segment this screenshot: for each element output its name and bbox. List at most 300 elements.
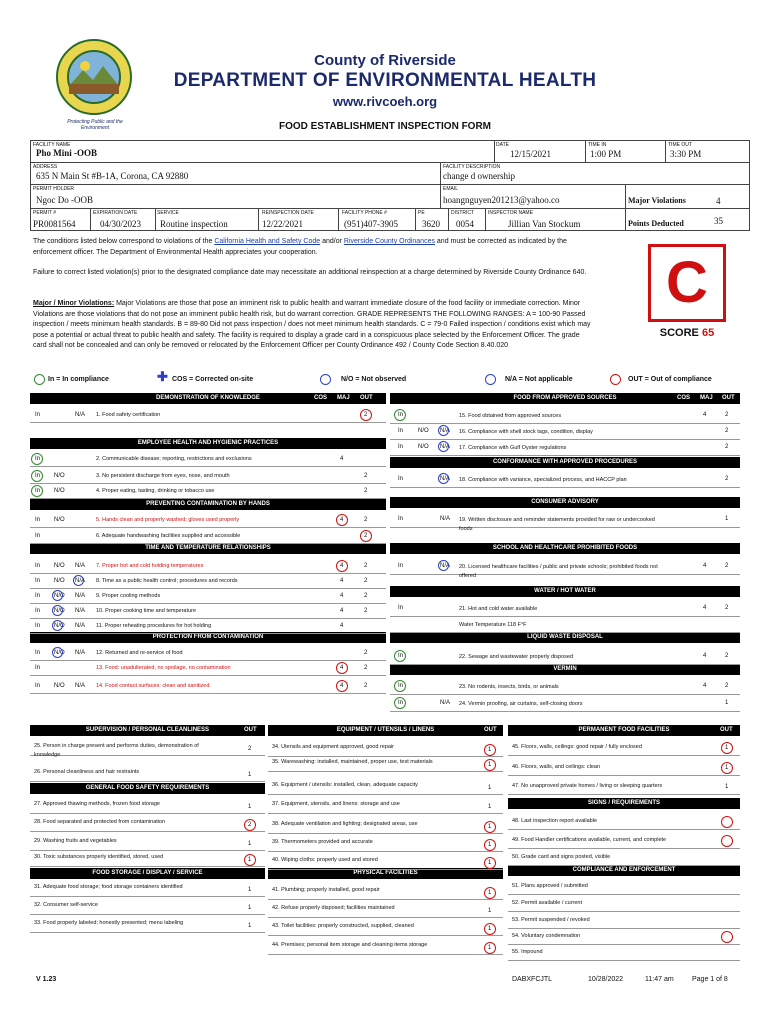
row-divider	[30, 914, 265, 915]
violation-text: 1. Food safety certification	[96, 412, 161, 418]
row-divider	[508, 755, 740, 756]
score-display: SCORE 65	[659, 327, 715, 339]
health-safety-code-link[interactable]: California Health and Safety Code	[214, 238, 321, 245]
violation-text: 13. Food: unadulterated, no spoilage, no contamination	[96, 665, 231, 671]
row-divider	[30, 932, 265, 933]
no-status[interactable]: N/O	[54, 517, 65, 523]
maj-points: 4	[703, 653, 707, 659]
inspector-name-value: Jillian Van Stockum	[508, 219, 581, 229]
row-divider	[508, 794, 740, 795]
maj-marked-icon	[336, 514, 348, 526]
row-divider	[268, 869, 503, 870]
pe-value: 3620	[422, 219, 440, 229]
maj-points: 4	[340, 623, 344, 629]
row-divider	[268, 954, 503, 955]
form-version: V 1.23	[36, 976, 57, 983]
no-status[interactable]: N/O	[418, 444, 429, 450]
in-status[interactable]: In	[35, 412, 41, 418]
row-divider	[508, 928, 740, 929]
row-divider	[390, 439, 740, 440]
out-marked-icon	[721, 931, 733, 943]
na-status[interactable]: N/A	[75, 683, 86, 689]
in-status[interactable]: In	[398, 563, 404, 569]
no-marked-icon	[52, 620, 63, 631]
section-school-healthcare: SCHOOL AND HEALTHCARE PROHIBITED FOODS	[390, 543, 740, 554]
na-status[interactable]: N/A	[75, 593, 86, 599]
no-status[interactable]: N/O	[54, 623, 65, 629]
row-divider	[390, 616, 740, 617]
right-table-header: FOOD FROM APPROVED SOURCES	[390, 393, 740, 404]
out-points: 2	[725, 444, 729, 450]
row-divider	[268, 794, 503, 795]
out-points: 2	[248, 822, 252, 828]
row-divider	[30, 866, 265, 867]
row-divider	[268, 833, 503, 834]
violation-text: 37. Equipment, utensils, and linens: storage and use	[272, 801, 400, 807]
in-marked-icon	[31, 470, 43, 482]
maj-points: 4	[340, 563, 344, 569]
out-marked-icon	[484, 923, 496, 935]
row-divider	[390, 632, 740, 633]
facility-name-value: Pho Mini -OOB	[36, 148, 98, 158]
maj-points: 4	[340, 665, 344, 671]
section-preventing-contamination: PREVENTING CONTAMINATION BY HANDS	[30, 499, 386, 510]
maj-points: 4	[703, 563, 707, 569]
in-status[interactable]: In	[35, 488, 41, 494]
facility-info-grid	[30, 140, 750, 231]
out-points: 1	[488, 842, 492, 848]
violation-text: 4. Proper eating, tasting, drinking or tobacco use	[96, 488, 215, 494]
na-status[interactable]: N/A	[440, 700, 451, 706]
out-points: 2	[364, 473, 368, 479]
out-points: 2	[725, 412, 729, 418]
violation-text: 23. No rodents, insects, birds, or animals	[459, 684, 559, 690]
no-status[interactable]: N/O	[54, 473, 65, 479]
violation-text: 41. Plumbing; properly installed, good repair	[272, 887, 380, 893]
violation-text: 30. Toxic substances properly identified, stored, used	[34, 854, 164, 860]
supervision-header: SUPERVISION / PERSONAL CLEANLINESS	[30, 725, 265, 736]
service-value: Routine inspection	[160, 219, 228, 229]
out-points: 1	[488, 785, 492, 791]
out-marked-icon	[721, 835, 733, 847]
violation-text: 26. Personal cleanliness and hair restraints	[34, 769, 140, 775]
row-divider	[268, 917, 503, 918]
out-points: 1	[248, 841, 252, 847]
out-points: 2	[364, 533, 368, 539]
intro-paragraph: The conditions listed below correspond to violations of the California Health and Safety Code and/or Riverside County Ordinances and must be corrected as indicated by the enforcement officer. The Department of Environmental Health appreciates your cooperation.	[33, 238, 567, 256]
violation-text: 18. Compliance with variance, specialized process, and HACCP plan	[459, 477, 627, 483]
violation-text: 11. Proper reheating procedures for hot holding	[96, 623, 212, 629]
physical-facilities-header: PHYSICAL FACILITIES	[268, 868, 503, 879]
violation-text: 14. Food contact surfaces: clean and sanitized	[96, 683, 210, 689]
district-value: 0054	[456, 219, 474, 229]
in-status[interactable]: In	[35, 456, 41, 462]
address-value: 635 N Main St #B-1A, Corona, CA 92880	[36, 171, 189, 181]
in-status[interactable]: In	[398, 605, 404, 611]
in-marked-icon	[394, 409, 406, 421]
violation-text: 35. Warewashing: installed, maintained, proper use, test materials	[272, 759, 433, 765]
out-points: 2	[364, 563, 368, 569]
out-points: 1	[248, 887, 252, 893]
violation-text: 22. Sewage and wastewater properly disposed	[459, 654, 574, 660]
na-marked-icon	[438, 473, 449, 484]
in-marked-icon	[394, 680, 406, 692]
no-status[interactable]: N/O	[54, 578, 65, 584]
na-status[interactable]: N/A	[75, 623, 86, 629]
row-divider	[390, 664, 740, 665]
row-divider	[30, 573, 386, 574]
out-points: 1	[488, 926, 492, 932]
violation-text: 47. No unapproved private homes / living or sleeping quarters	[512, 783, 663, 789]
na-status[interactable]: N/A	[75, 578, 86, 584]
out-points: 1	[488, 762, 492, 768]
violation-text: 24. Vermin proofing, air curtains, self-closing doors	[459, 701, 583, 707]
grade-card: C	[648, 244, 726, 322]
violation-text: 29. Washing fruits and vegetables	[34, 838, 117, 844]
no-status[interactable]: N/O	[54, 488, 65, 494]
in-compliance-icon	[34, 374, 45, 385]
out-marked-icon	[484, 887, 496, 899]
equipment-header: EQUIPMENT / UTENSILS / LINENS	[268, 725, 503, 736]
no-status[interactable]: N/O	[54, 563, 65, 569]
out-points: 1	[488, 890, 492, 896]
no-marked-icon	[52, 605, 63, 616]
seal-tagline: Protecting Public and the Environment	[67, 119, 123, 131]
out-points: 2	[364, 683, 368, 689]
out-marked-icon	[244, 854, 256, 866]
permanent-facilities-header: PERMANENT FOOD FACILITIES	[508, 725, 740, 736]
row-divider	[268, 771, 503, 772]
out-points: 2	[725, 476, 729, 482]
violation-text: 52. Permit available / current	[512, 900, 583, 906]
out-marked-icon	[484, 759, 496, 771]
row-divider	[508, 944, 740, 945]
violation-text: 55. Impound	[512, 949, 543, 955]
out-marked-icon	[484, 942, 496, 954]
row-divider	[30, 603, 386, 604]
out-points: 2	[364, 412, 368, 418]
row-divider	[30, 693, 386, 694]
row-divider	[508, 865, 740, 866]
row-divider	[30, 498, 386, 499]
violation-text: 34. Utensils and equipment approved, good repair	[272, 744, 394, 750]
violation-text: 48. Last inspection report available	[512, 818, 597, 824]
out-of-compliance-icon	[610, 374, 621, 385]
in-status[interactable]: In	[35, 473, 41, 479]
not-applicable-icon	[485, 374, 496, 385]
row-divider	[30, 633, 386, 634]
print-date: 10/28/2022	[588, 976, 624, 983]
violation-text: 17. Compliance with Gulf Oyster regulations	[459, 445, 567, 451]
expiration-date-value: 04/30/2023	[100, 219, 142, 229]
row-divider	[30, 831, 265, 832]
violation-text: 27. Approved thawing methods, frozen food storage	[34, 801, 160, 807]
in-status[interactable]: In	[398, 516, 404, 522]
out-points: 1	[725, 516, 729, 522]
maj-marked-icon	[336, 560, 348, 572]
na-status[interactable]: N/A	[75, 412, 86, 418]
out-marked-icon	[484, 821, 496, 833]
facility-phone-value: (951)407-3905	[344, 219, 398, 229]
violation-text: 44. Premises; personal item storage and cleaning items storage	[272, 942, 428, 948]
maj-marked-icon	[336, 662, 348, 674]
food-storage-header: FOOD STORAGE / DISPLAY / SERVICE	[30, 868, 265, 879]
na-status[interactable]: N/A	[440, 476, 451, 482]
out-marked-icon	[721, 816, 733, 828]
section-consumer-advisory: CONSUMER ADVISORY	[390, 497, 740, 508]
signs-requirements-header: SIGNS / REQUIREMENTS	[508, 798, 740, 809]
left-table-header: DEMONSTRATION OF KNOWLEDGE	[30, 393, 386, 404]
row-divider	[268, 935, 503, 936]
out-marked-icon	[244, 819, 256, 831]
out-marked-icon	[360, 409, 372, 421]
out-points: 1	[248, 923, 252, 929]
reinspection-paragraph: Failure to correct listed violation(s) prior to the designated compliance date may necessitate an additional reinspection at a charge determined by Riverside County Ordinance 640.	[33, 269, 587, 276]
time-in-value: 1:00 PM	[590, 149, 622, 159]
violation-text: 19. Written disclosure and reminder statements provided for raw or undercooked foods	[459, 517, 655, 532]
na-status[interactable]: N/A	[440, 563, 451, 569]
out-points: 2	[364, 593, 368, 599]
reinspection-date-value: 12/22/2021	[262, 219, 304, 229]
out-points: 1	[725, 700, 729, 706]
row-divider	[30, 588, 386, 589]
in-status[interactable]: In	[35, 563, 41, 569]
na-status[interactable]: N/A	[75, 563, 86, 569]
cos-plus-icon: ✚	[157, 369, 168, 384]
in-marked-icon	[31, 453, 43, 465]
na-status[interactable]: N/A	[440, 428, 451, 434]
county-ordinances-link[interactable]: Riverside County Ordinances	[343, 238, 435, 245]
print-time: 11:47 am	[645, 976, 674, 983]
violation-text: 10. Proper cooking time and temperature	[96, 608, 196, 614]
maj-points: 4	[340, 608, 344, 614]
row-divider	[268, 851, 503, 852]
violation-text: 3. No persistent discharge from eyes, nose, and mouth	[96, 473, 230, 479]
row-divider	[30, 483, 386, 484]
violations-paragraph: Major / Minor Violations: Major Violations are those that pose an imminent risk to public health and warrant immediate closure of the food facility or immediate correction. Minor Violations are those violations that do not pose an imminent public health risk, but do warrant correction. GRADE REPRESENTS THE FOLLOWING RANGES: A = 100-90 Passed inspection / meets minimum health standards. B = 89-80 Did not pass inspection / does not meet minimum health standards. C = 79-0 Failed inspection / conditions exist which may pose a potential or actual threat to public health and safety. The facility is required to display a grade card in a conspicuous place selected by the Enforcement Officer. The grade card shall not be concealed and can only be removed or relocated by the Enforcement Officer per County Ordinance 492 / County Code Section 8.40.020	[33, 300, 591, 349]
no-status[interactable]: N/O	[54, 608, 65, 614]
out-points: 2	[364, 608, 368, 614]
section-vermin: VERMIN	[390, 664, 740, 675]
violation-text: 40. Wiping cloths: properly used and stored	[272, 857, 378, 863]
violation-text: 25. Person in charge present and performs duties, demonstration of knowledge	[34, 743, 199, 758]
violation-text: 16. Compliance with shell stock tags, condition, display	[459, 429, 593, 435]
violation-text: 45. Floors, walls, ceilings: good repair / fully enclosed	[512, 744, 642, 750]
violation-text: 42. Refuse properly disposed; facilities maintained	[272, 905, 395, 911]
row-divider	[30, 675, 386, 676]
out-points: 2	[248, 746, 252, 752]
row-divider	[30, 422, 386, 423]
out-points: 1	[488, 945, 492, 951]
violation-text: 2. Communicable disease; reporting, restrictions and exclusions	[96, 456, 252, 462]
no-status[interactable]: N/O	[54, 683, 65, 689]
na-status[interactable]: N/A	[440, 516, 451, 522]
violation-text: 33. Food properly labeled; honestly presented; menu labeling	[34, 920, 184, 926]
section-liquid-waste: LIQUID WASTE DISPOSAL	[390, 632, 740, 643]
out-points: 2	[725, 563, 729, 569]
in-status[interactable]: In	[398, 412, 404, 418]
section-employee-health: EMPLOYEE HEALTH AND HYGIENIC PRACTICES	[30, 438, 386, 449]
points-deducted-value: 35	[714, 216, 723, 226]
na-marked-icon	[438, 560, 449, 571]
in-status[interactable]: In	[35, 608, 41, 614]
in-status[interactable]: In	[398, 444, 404, 450]
section-time-temperature: TIME AND TEMPERATURE RELATIONSHIPS	[30, 543, 386, 554]
violation-text: 32. Consumer self-service	[34, 902, 98, 908]
row-divider	[30, 466, 386, 467]
out-points: 2	[725, 683, 729, 689]
row-divider	[508, 829, 740, 830]
out-points: 1	[725, 765, 729, 771]
na-marked-icon	[73, 575, 84, 586]
violation-text: 9. Proper cooling methods	[96, 593, 161, 599]
in-marked-icon	[31, 485, 43, 497]
row-divider	[268, 756, 503, 757]
out-points: 2	[364, 578, 368, 584]
major-violations-label: Major Violations	[628, 196, 686, 205]
na-status[interactable]: N/A	[75, 608, 86, 614]
violation-text: 5. Hands clean and properly washed; gloves used properly	[96, 517, 240, 523]
no-marked-icon	[52, 590, 63, 601]
out-marked-icon	[484, 744, 496, 756]
row-divider	[30, 660, 386, 661]
out-points: 2	[725, 653, 729, 659]
violation-text: Water Temperature 118 F°F	[459, 622, 527, 628]
violation-text: 6. Adequate handwashing facilities supplied and accessible	[96, 533, 241, 539]
violation-text: 7. Proper hot and cold holding temperatures	[96, 563, 204, 569]
maj-points: 4	[340, 578, 344, 584]
violation-text: 15. Food obtained from approved sources	[459, 413, 562, 419]
violation-text: 43. Toilet facilities: properly constructed, supplied, cleaned	[272, 923, 414, 929]
no-status[interactable]: N/O	[418, 428, 429, 434]
violation-text: 51. Plans approved / submitted	[512, 883, 588, 889]
compliance-enforcement-header: COMPLIANCE AND ENFORCEMENT	[508, 865, 740, 876]
out-points: 1	[488, 747, 492, 753]
out-points: 2	[364, 517, 368, 523]
in-status[interactable]: In	[35, 623, 41, 629]
county-title: County of Riverside	[314, 52, 456, 69]
row-divider	[390, 423, 740, 424]
out-points: 2	[364, 665, 368, 671]
out-points: 1	[725, 784, 729, 790]
out-points: 1	[488, 804, 492, 810]
maj-points: 4	[340, 593, 344, 599]
in-status[interactable]: In	[35, 650, 41, 656]
row-divider	[30, 527, 386, 528]
page-number: Page 1 of 8	[692, 976, 728, 983]
violation-text: 49. Food Handler certifications available, current, and complete	[512, 837, 667, 843]
row-divider	[390, 487, 740, 488]
major-violations-value: 4	[716, 196, 721, 206]
out-points: 1	[248, 857, 252, 863]
out-points: 1	[248, 772, 252, 778]
in-marked-icon	[394, 650, 406, 662]
in-status[interactable]: In	[35, 665, 41, 671]
row-divider	[30, 543, 386, 544]
no-status[interactable]: N/O	[54, 650, 65, 656]
out-points: 1	[488, 908, 492, 914]
row-divider	[508, 894, 740, 895]
maj-points: 4	[703, 412, 707, 418]
row-divider	[508, 848, 740, 849]
violation-text: 53. Permit suspended / revoked	[512, 917, 590, 923]
website: www.rivcoeh.org	[332, 94, 438, 109]
row-divider	[30, 813, 265, 814]
out-points: 2	[725, 428, 729, 434]
permit-number-value: PR0081564	[33, 219, 76, 229]
row-divider	[508, 911, 740, 912]
row-divider	[30, 781, 265, 782]
out-marked-icon	[484, 857, 496, 869]
department-title: DEPARTMENT OF ENVIRONMENTAL HEALTH	[173, 70, 597, 91]
in-status[interactable]: In	[398, 683, 404, 689]
violation-text: 20. Licensed healthcare facilities / public and private schools; prohibited foods not offered	[459, 564, 658, 579]
row-divider	[30, 618, 386, 619]
maj-marked-icon	[336, 680, 348, 692]
points-deducted-label: Points Deducted	[628, 219, 684, 228]
out-points: 1	[248, 804, 252, 810]
na-status[interactable]: N/A	[75, 650, 86, 656]
in-status[interactable]: In	[398, 428, 404, 434]
in-status[interactable]: In	[398, 476, 404, 482]
maj-points: 4	[340, 517, 344, 523]
out-points: 1	[488, 824, 492, 830]
out-points: 2	[725, 605, 729, 611]
row-divider	[390, 711, 740, 712]
not-observed-icon	[320, 374, 331, 385]
in-status[interactable]: In	[35, 517, 41, 523]
out-marked-icon	[484, 839, 496, 851]
violation-text: 50. Grade card and signs posted, visible	[512, 854, 611, 860]
out-marked-icon	[360, 530, 372, 542]
violation-text: 54. Voluntary condemnation	[512, 933, 581, 939]
section-protection-contamination: PROTECTION FROM CONTAMINATION	[30, 632, 386, 643]
violation-text: 31. Adequate food storage; food storage containers identified	[34, 884, 183, 890]
in-status[interactable]: In	[35, 533, 41, 539]
out-points: 2	[364, 650, 368, 656]
in-status[interactable]: In	[35, 578, 41, 584]
form-title: FOOD ESTABLISHMENT INSPECTION FORM	[278, 121, 492, 132]
row-divider	[508, 960, 740, 961]
in-status[interactable]: In	[398, 700, 404, 706]
maj-points: 4	[703, 605, 707, 611]
out-marked-icon	[721, 762, 733, 774]
out-points: 2	[364, 488, 368, 494]
violation-text: 12. Returned and re-service of food	[96, 650, 183, 656]
no-status[interactable]: N/O	[54, 593, 65, 599]
in-status[interactable]: In	[35, 683, 41, 689]
in-status[interactable]: In	[35, 593, 41, 599]
out-points: 1	[248, 905, 252, 911]
row-divider	[508, 775, 740, 776]
violation-text: 8. Time as a public health control; procedures and records	[96, 578, 238, 584]
in-status[interactable]: In	[398, 653, 404, 659]
date-value: 12/15/2021	[510, 149, 552, 159]
email-value: hoangnguyen201213@yahoo.co	[443, 195, 560, 205]
violation-text: 36. Equipment / utensils: installed, clean, adequate capacity	[272, 782, 418, 788]
permit-holder-value: Ngoc Do -OOB	[36, 195, 93, 205]
row-divider	[30, 850, 265, 851]
time-out-value: 3:30 PM	[670, 149, 702, 159]
section-water: WATER / HOT WATER	[390, 586, 740, 597]
row-divider	[30, 896, 265, 897]
no-marked-icon	[52, 647, 63, 658]
form-code: DABXFCJTL	[512, 976, 553, 983]
row-divider	[390, 455, 740, 456]
na-status[interactable]: N/A	[440, 444, 451, 450]
violation-text: 21. Hot and cold water available	[459, 606, 538, 612]
row-divider	[268, 899, 503, 900]
